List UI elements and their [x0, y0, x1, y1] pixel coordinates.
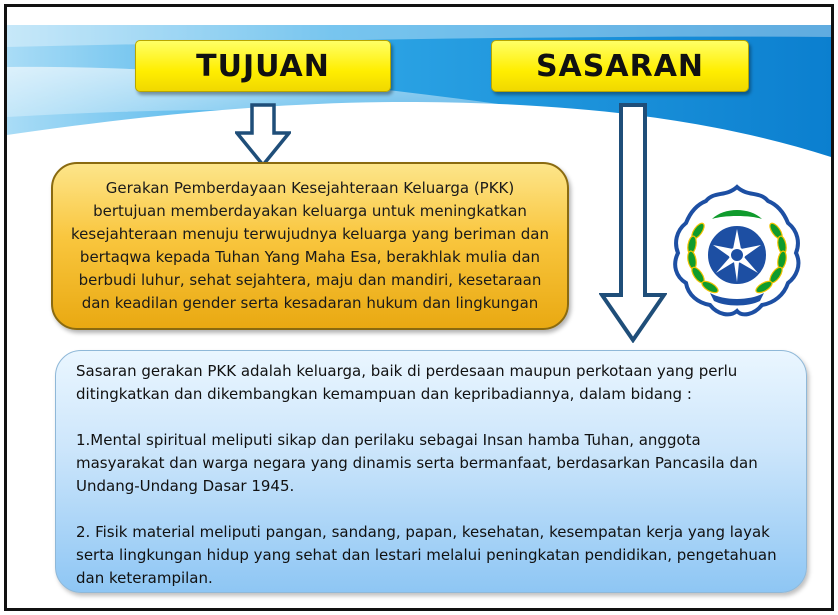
sasaran-intro: Sasaran gerakan PKK adalah keluarga, baik di perdesaan maupun perkotaan yang perlu ditingkatkan dan dikembangkan kemampuan dan kepribadiannya, dalam bidang : [76, 362, 738, 403]
tujuan-title: TUJUAN [135, 40, 391, 92]
pkk-emblem-icon [668, 183, 806, 321]
sasaran-description-box [55, 350, 807, 593]
sasaran-title: SASARAN [491, 40, 749, 92]
down-arrow-icon [599, 103, 667, 343]
down-arrow-icon [235, 103, 291, 167]
tujuan-description-box [51, 162, 569, 330]
slide-frame [4, 4, 834, 611]
tujuan-description-text: Gerakan Pemberdayaan Kesejahteraan Keluarga (PKK) bertujuan memberdayakan keluarga untuk meningkatkan kesejahteraan menuju terwujudnya keluarga yang beriman dan bertaqwa kepada Tuhan Yang Maha Esa, berakhlak mulia dan berbudi luhur, sehat sejahtera, maju dan mandiri, kesetaraan dan keadilan gender serta kesadaran hukum dan lingkungan [71, 179, 549, 312]
sasaran-item-fisik: 2. Fisik material meliputi pangan, sandang, papan, kesehatan, kesempatan kerja yang layak serta lingkungan hidup yang sehat dan lestari melalui peningkatan pendidikan, pengetahuan dan keterampilan. [76, 523, 777, 587]
sasaran-item-mental: 1.Mental spiritual meliputi sikap dan perilaku sebagai Insan hamba Tuhan, anggota masyarakat dan warga negara yang dinamis serta bermanfaat, berdasarkan Pancasila dan Undang-Undang Dasar 1945. [76, 431, 758, 495]
